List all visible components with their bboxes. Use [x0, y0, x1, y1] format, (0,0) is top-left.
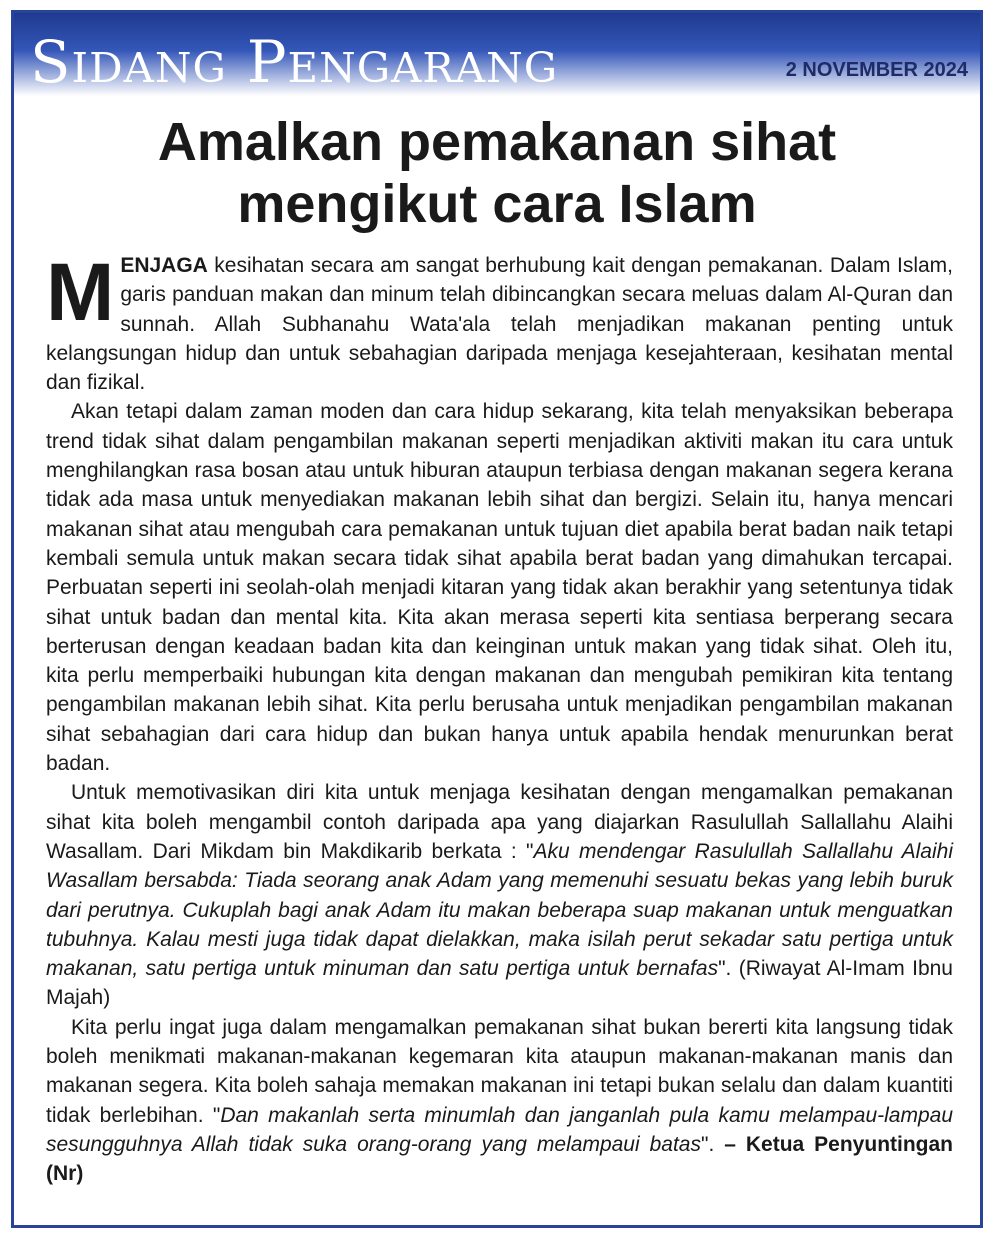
- paragraph-4: [46, 1013, 953, 1189]
- byline: – Ketua Penyuntingan (Nr): [46, 1132, 954, 1186]
- paragraph-3: [46, 778, 953, 1012]
- hadith-quote: Aku mendengar Rasulullah Sallallahu Alaihi Wasallam bersabda: Tiada seorang anak Adam yang memenuhi sesuatu bekas yang lebih buruk dari perutnya. Cukuplah bagi anak Adam itu makan beberapa suap makanan untuk menguatkan tubuhnya. Kalau mesti juga tidak dapat dielakkan, maka isilah perut sekadar satu pertiga untuk makanan, satu pertiga untuk minuman dan satu pertiga untuk bernafas: [46, 839, 953, 981]
- lead-word: ENJAGA: [120, 254, 208, 277]
- quote-close: ".: [700, 1132, 725, 1156]
- paragraph-4-text: Kita perlu ingat juga dalam mengamalkan pemakanan sihat bukan bererti kita langsung tidak boleh menikmati makanan-makanan kegemaran kita ataupun makanan-makanan manis dan makanan segera. Kita boleh sahaja memakan makanan ini tetapi bukan selalu dan dalam kuantiti tidak berlebihan. ": [46, 1015, 953, 1127]
- paragraph-1: [46, 247, 953, 397]
- section-masthead: Sidang Pengarang: [30, 28, 559, 96]
- article-body: [46, 247, 954, 1189]
- headline-line-2: mengikut cara Islam: [237, 174, 757, 234]
- masthead-banner: [14, 13, 980, 96]
- page-frame: [11, 10, 983, 1228]
- headline-line-1: Amalkan pemakanan sihat: [157, 112, 837, 172]
- paragraph-3-text: Untuk memotivasikan diri kita untuk menjaga kesihatan dengan mengamalkan pemakanan sihat kita boleh mengambil contoh daripada apa yang diajarkan Rasulullah Sallallahu Alaihi Wasallam. Dari Mikdam bin Makdikarib berkata : ": [46, 781, 953, 863]
- drop-cap: M: [46, 247, 115, 338]
- paragraph-1-text: kesihatan secara am sangat berhubung kait dengan pemakanan. Dalam Islam, garis panduan makan dan minum telah dibincangkan secara meluas dalam Al-Quran dan sunnah. Allah Subhanahu Wata'ala telah menjadikan makanan penting untuk kelangsungan hidup dan untuk sebahagian daripada menjaga kesejahteraan, kesihatan mental dan fizikal.: [46, 254, 953, 395]
- quran-quote: Dan makanlah serta minumlah dan janganlah pula kamu melampau-lampau sesungguhnya Allah tidak suka orang-orang yang melampaui batas: [46, 1103, 953, 1156]
- issue-date: 2 NOVEMBER 2024: [785, 59, 968, 81]
- hadith-source: ". (Riwayat Al-Imam Ibnu Majah): [46, 957, 953, 1010]
- article-headline: [34, 111, 960, 235]
- paragraph-2: Akan tetapi dalam zaman moden dan cara hidup sekarang, kita telah menyaksikan beberapa trend tidak sihat dalam pengambilan makanan seperti menjadikan aktiviti makan itu cara untuk menghilangkan rasa bosan atau untuk hiburan ataupun terbiasa dengan makanan segera kerana tidak ada masa untuk menyediakan makanan lebih sihat dan bergizi. Selain itu, hanya mencari makanan sihat atau mengubah cara pemakanan untuk tujuan diet apabila berat badan naik tetapi kembali semula untuk makan secara tidak sihat apabila berat badan yang dimahukan tercapai. Perbuatan seperti ini seolah-olah menjadi kitaran yang tidak akan berakhir yang setentunya tidak sihat untuk badan dan mental kita. Kita akan merasa seperti kita sentiasa berperang secara berterusan dengan keadaan badan kita dan keinginan untuk makan yang tidak sihat. Oleh itu, kita perlu memperbaiki hubungan kita dengan makanan dan mengubah pemikiran kita tentang pengambilan makanan lebih sihat. Kita perlu berusaha untuk menjadikan pengambilan makanan sihat sebahagian dari cara hidup dan bukan hanya untuk apabila hendak menurunkan berat badan.: [46, 400, 953, 776]
